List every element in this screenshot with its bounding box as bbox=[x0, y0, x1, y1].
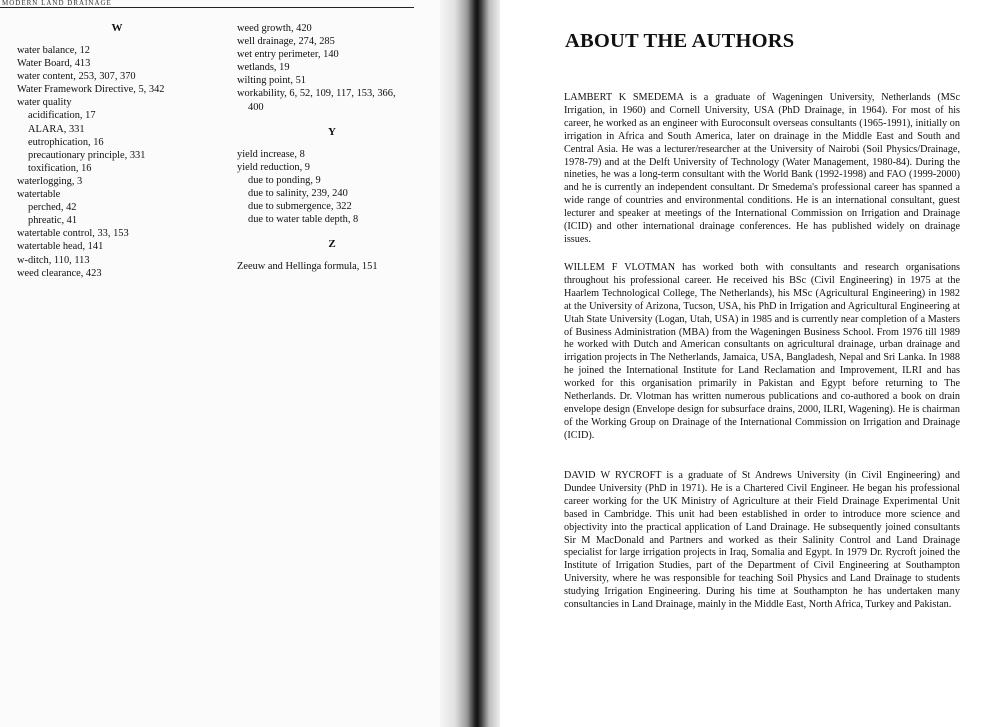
index-entry: due to salinity, 239, 240 bbox=[248, 187, 348, 199]
index-entry: Water Board, 413 bbox=[17, 58, 91, 70]
index-entry: toxification, 16 bbox=[28, 162, 92, 174]
index-entry: phreatic, 41 bbox=[28, 215, 78, 227]
index-entries-y bbox=[237, 148, 427, 227]
index-entry: acidification, 17 bbox=[28, 110, 96, 122]
index-entry: precautionary principle, 331 bbox=[28, 149, 146, 161]
index-entry: wilting point, 51 bbox=[237, 75, 306, 87]
about-authors-page bbox=[500, 0, 1000, 727]
index-entry: water quality bbox=[17, 97, 72, 109]
index-entry: well drainage, 274, 285 bbox=[237, 36, 335, 48]
index-entry: water content, 253, 307, 370 bbox=[17, 71, 136, 83]
index-entry: wetlands, 19 bbox=[237, 62, 290, 74]
author-bio-smedema: LAMBERT K SMEDEMA is a graduate of Wageningen University, Netherlands (MSc Irrigation, in 1960) and Cornell University, USA (PhD Drainage, in 1964). For most of his career, he worked as an engineer with Euroconsult overseas consultants (1965-1991), initially on irrigation in Africa and South America, later on drainage in the Middle East and South and Central Asia. He was a lecturer/researcher at the University of Nairobi (Soil Physics/Drainage, 1978-79) and at the Delft University of Technology (Water Management, 1980-84). During the nineties, he was a long-term consultant with the World Bank (1992-1998) and FAO (1999-2000) and he is currently an independent consultant. Dr Smedema's professional career has spanned a wide range of countries and environmental conditions. He is an international consultant, guest lecturer and speaker at meetings of the International Commission on Irrigation and Drainage (ICID) and other international drainage conferences. He has published widely on drainage issues. bbox=[564, 92, 960, 245]
index-entries-w-continued bbox=[237, 22, 427, 114]
running-header: MODERN LAND DRAINAGE bbox=[0, 0, 414, 8]
index-page bbox=[0, 0, 476, 727]
index-entry: yield reduction, 9 bbox=[237, 161, 311, 173]
index-entry: weed clearance, 423 bbox=[17, 267, 102, 279]
page-title: ABOUT THE AUTHORS bbox=[565, 30, 795, 52]
index-entry: waterlogging, 3 bbox=[17, 175, 83, 187]
index-entries-w bbox=[17, 44, 217, 280]
index-entry: w-ditch, 110, 113 bbox=[17, 254, 90, 266]
index-letter-w: W bbox=[111, 22, 123, 34]
index-entry: watertable bbox=[17, 189, 61, 201]
index-letter-z: Z bbox=[328, 238, 336, 251]
index-entry: Zeeuw and Hellinga formula, 151 bbox=[237, 261, 378, 273]
binding-gutter bbox=[440, 0, 500, 727]
index-entry: due to water table depth, 8 bbox=[248, 214, 359, 226]
index-entry: Water Framework Directive, 5, 342 bbox=[17, 84, 165, 96]
index-entry: weed growth, 420 bbox=[237, 23, 312, 34]
author-bio-vlotman: WILLEM F VLOTMAN has worked both with consultants and research organisations throughout his professional career. He received his BSc (Civil Engineering) in 1975 at the Haarlem Technological College, The Netherlands), his MSc (Agricultural Engineering) in 1982 at the University of Arizona, Tucson, USA, his PhD in Irrigation and Agricultural Engineering at Utah State University (Logan, Utah, USA) in 1985 and is currently near completion of a Masters of Business Administration (MBA) from the Wageningen Business School. From 1976 till 1989 he worked with Dutch and American consultants on agricultural drainage, urban drainage and irrigation projects in The Netherlands, Jamaica, USA, Bangladesh, Nepal and Sri Lanka. In 1988 he joined the International Institute for Land Reclamation and Improvement, ILRI and has worked for this organisation primarily in Pakistan and Egypt before returning to The Netherlands. Dr. Vlotman has written numerous publications and co-authored a book on drain envelope design (Envelope design for subsurface drains, 2000, ILRI, Wagening). He is chairman of the Working Group on Drainage of the International Commission on Irrigation and Drainage (ICID). bbox=[564, 262, 960, 441]
index-entry: eutrophication, 16 bbox=[28, 136, 104, 148]
author-bio-rycroft: DAVID W RYCROFT is a graduate of St Andrews University (in Civil Engineering) and Dundee University (PhD in 1971). He is a Chartered Civil Engineer. He began his professional career working for the UK Ministry of Agriculture at their Field Drainage Experimental Unit based in Cambridge. This unit had been established in order to introduce more science and objectivity into the practical application of Land Drainage. He subsequently joined consultants Sir M MacDonald and Partners and worked as their Salinity Control and Land Drainage specialist for large irrigation projects in Iraq, Somalia and Egypt. In 1979 Dr. Rycroft joined the Institute of Irrigation Studies, part of the Department of Civil Engineering at Southampton University, where he was responsible for teaching Soil Physics and Land Drainage to students studying Irrigation Engineering. During his time at Southampton he has undertaken many consultancies in Land Drainage, mainly in the Middle East, North Africa, Turkey and Pakistan. bbox=[564, 470, 960, 611]
index-entry: ALARA, 331 bbox=[28, 123, 85, 135]
index-entry: yield increase, 8 bbox=[237, 148, 305, 160]
index-entry: due to submergence, 322 bbox=[248, 201, 352, 213]
index-entry: water balance, 12 bbox=[17, 45, 90, 56]
index-entry: due to ponding, 9 bbox=[248, 174, 321, 186]
index-entry: watertable head, 141 bbox=[17, 241, 104, 253]
index-entry: perched, 42 bbox=[28, 202, 77, 214]
index-column-right bbox=[237, 22, 427, 273]
index-entry: workability, 6, 52, 109, 117, 153, 366, bbox=[237, 88, 396, 100]
index-entry: wet entry perimeter, 140 bbox=[237, 49, 339, 61]
index-column-left bbox=[17, 22, 217, 280]
index-entry: watertable control, 33, 153 bbox=[17, 228, 129, 240]
index-entry: 400 bbox=[248, 101, 264, 113]
index-entries-z bbox=[237, 260, 427, 273]
index-letter-y: Y bbox=[328, 125, 336, 138]
